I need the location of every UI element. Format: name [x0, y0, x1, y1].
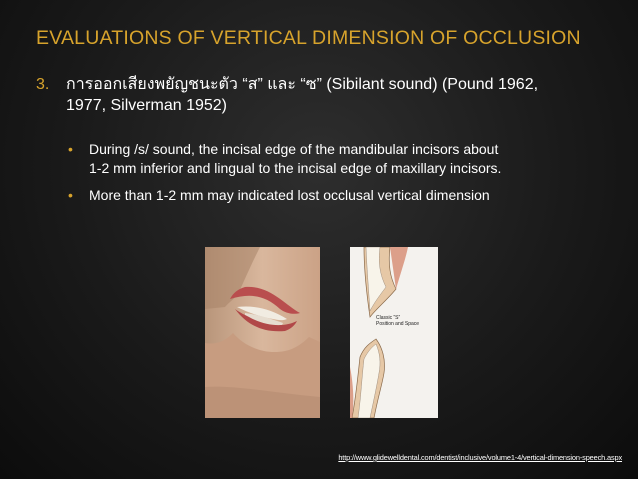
incisor-diagram-art: [350, 247, 438, 418]
bullet-item: [68, 186, 628, 205]
item-number: 3.: [36, 76, 50, 93]
diagram-label-line2: Position and Space: [376, 321, 420, 327]
item-text-line1: การออกเสียงพยัญชนะตัว “ส” และ “ซ” (Sibilant sound) (Pound 1962,: [66, 76, 539, 93]
diagram-label-line1: Classic “S”: [376, 315, 401, 321]
bullet-list: [68, 140, 628, 213]
bullet-text-line1: More than 1-2 mm may indicated lost occlusal vertical dimension: [89, 187, 490, 203]
source-link[interactable]: http://www.glidewelldental.com/dentist/inclusive/volume1-4/vertical-dimension-speech.aspx: [338, 453, 622, 462]
item-text: [66, 74, 606, 116]
mouth-photo: [205, 247, 320, 418]
incisor-diagram: [350, 247, 438, 418]
bullet-item: [68, 140, 628, 178]
bullet-icon: •: [68, 141, 73, 157]
slide-title: EVALUATIONS OF VERTICAL DIMENSION OF OCCLUSION: [36, 27, 581, 49]
bullet-icon: •: [68, 187, 73, 203]
bullet-text-line1: During /s/ sound, the incisal edge of the mandibular incisors about: [89, 141, 499, 157]
mouth-photo-art: [205, 247, 320, 418]
item-text-line2: 1977, Silverman 1952): [66, 97, 227, 114]
diagram-label: [376, 315, 436, 327]
bullet-text-line2: 1-2 mm inferior and lingual to the incisal edge of maxillary incisors.: [89, 160, 502, 176]
